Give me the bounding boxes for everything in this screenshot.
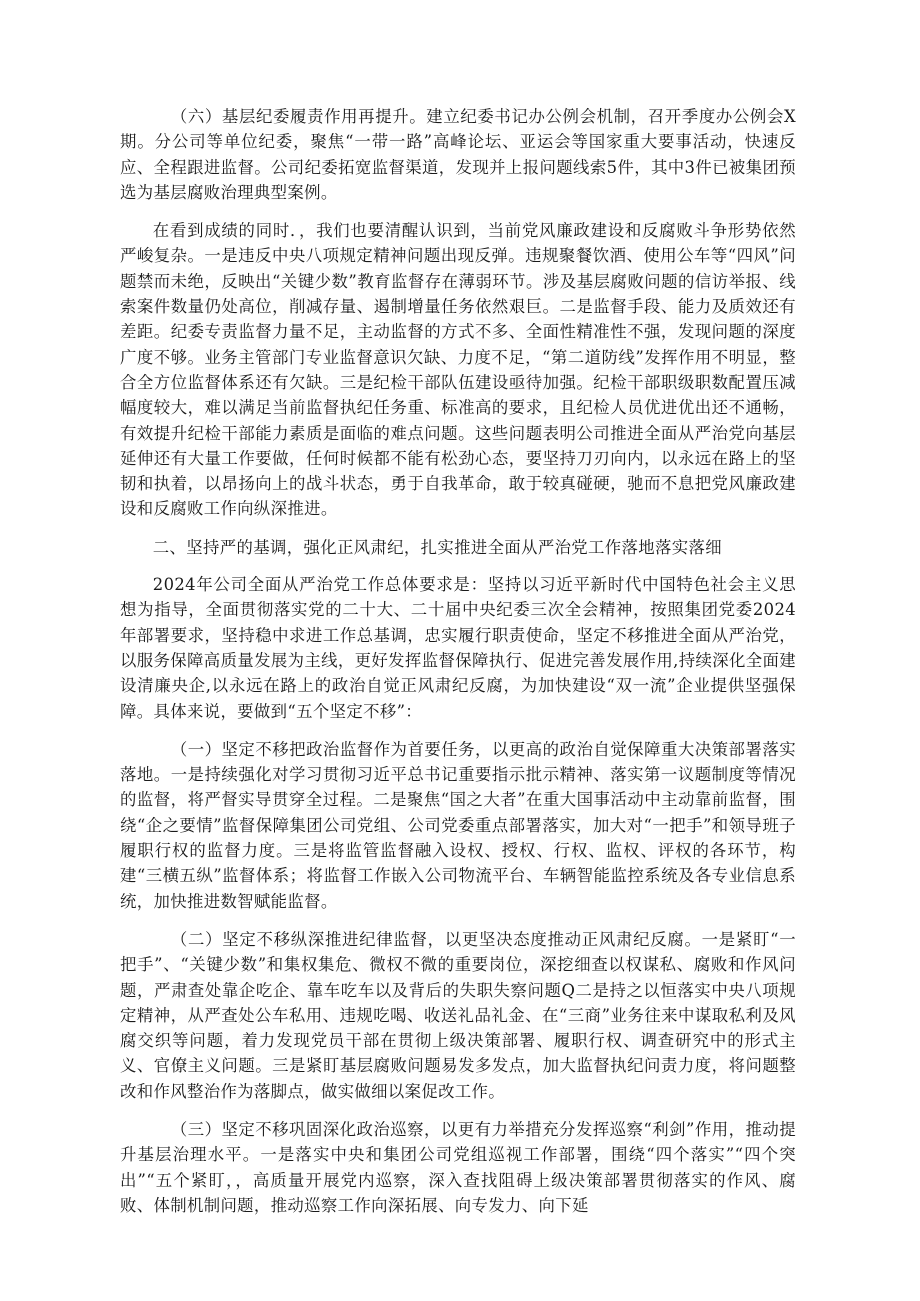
paragraph-grassroots-discipline: （六）基层纪委履责作用再提升。建立纪委书记办公例会机制，召开季度办公例会X期。分公司等单位纪委，聚焦“一带一路”高峰论坛、亚运会等国家重大要事活动，快速反应、全程跟进监督。公司纪委拓宽监督渠道，发现并上报问题线索5件，其中3件已被集团预选为基层腐败治理典型案例。 — [120, 107, 796, 202]
document-body — [120, 104, 796, 1231]
paragraph-discipline-supervision: （二）坚定不移纵深推进纪律监督，以更坚决态度推动正风肃纪反腐。一是紧盯“一把手”、“关键少数”和集权集危、微权不微的重要岗位，深挖细查以权谋私、腐败和作风问题，严肃查处靠企吃企、靠车吃车以及背后的失职失察问题Q二是持之以恒落实中央八项规定精神，从严查处公车私用、违规吃喝、收送礼品礼金、在“三商”业务往来中谋取私利及风腐交织等问题，着力发现党员干部在贯彻上级决策部署、履职行权、调查研究中的形式主义、官僚主义问题。三是紧盯基层腐败问题易发多发点，加大监督执纪问责力度，将问题整改和作风整治作为落脚点，做实做细以案促改工作。 — [120, 929, 796, 1101]
paragraph-political-supervision: （一）坚定不移把政治监督作为首要任务，以更高的政治自觉保障重大决策部署落实落地。一是持续强化对学习贯彻习近平总书记重要指示批示精神、落实第一议题制度等情况的监督，将严督实导贯穿全过程。二是聚焦“国之大者”在重大国事活动中主动靠前监督，围绕“企之要情”监督保障集团公司党组、公司党委重点部署落实，加大对“一把手”和领导班子履职行权的监督力度。三是将监管监督融入设权、授权、行权、监权、评权的各环节，构建“三横五纵”监督体系；将监督工作嵌入公司物流平台、车辆智能监控系统及各专业信息系统，加快推进数智赋能监督。 — [120, 739, 796, 911]
paragraph-political-inspection: （三）坚定不移巩固深化政治巡察，以更有力举措充分发挥巡察“利剑”作用，推动提升基层治理水平。一是落实中央和集团公司党组巡视工作部署，围绕“四个落实”“四个突出”“五个紧盯，，高质量开展党内巡察，深入查找阻碍上级决策部署贯彻落实的作风、腐败、体制机制问题，推动巡察工作向深拓展、向专发力、向下延 — [120, 1119, 796, 1215]
paragraph-situation-analysis: 在看到成绩的同时．，我们也要清醒认识到，当前党风廉政建设和反腐败斗争形势依然严峻复杂。一是违反中央八项规定精神问题出现反弹。违规聚餐饮酒、使用公车等“四风”问题禁而未绝，反映出“关键少数”教育监督存在薄弱环节。涉及基层腐败问题的信访举报、线索案件数量仍处高位，削减存量、遏制增量任务依然艰巨。二是监督手段、能力及质效还有差距。纪委专责监督力量不足，主动监督的方式不多、全面性精准性不强，发现问题的深度广度不够。业务主管部门专业监督意识欠缺、力度不足，“第二道防线”发挥作用不明显，整合全方位监督体系还有欠缺。三是纪检干部队伍建设亟待加强。纪检干部职级职数配置压减幅度较大，难以满足当前监督执纪任务重、标准高的要求，且纪检人员优进优出还不通畅，有效提升纪检干部能力素质是面临的难点问题。这些问题表明公司推进全面从严治党向基层延伸还有大量工作要做，任何时候都不能有松劲心态，要坚持刀刃向内，以永远在路上的坚韧和执着，以昂扬向上的战斗状态，勇于自我革命，敢于较真碰硬，驰而不息把党风廉政建设和反腐败工作向纵深推进。 — [120, 221, 796, 519]
paragraph-overall-requirements: 2024年公司全面从严治党工作总体要求是：坚持以习近平新时代中国特色社会主义思想为指导，全面贯彻落实党的二十大、二十届中央纪委三次全会精神，按照集团党委2024年部署要求，坚持稳中求进工作总基调，忠实履行职责使命，坚定不移推进全面从严治党，以服务保障高质量发展为主线，更好发挥监督保障执行、促进完善发展作用,持续深化全面建设清廉央企,以永远在路上的政治自觉正风肃纪反腐，为加快建设“双一流”企业提供坚强保障。具体来说，要做到“五个坚定不移”： — [120, 575, 796, 721]
section-heading-two: 二、坚持严的基调，强化正风肃纪，扎实推进全面从严治党工作落地落实落细 — [152, 537, 722, 557]
